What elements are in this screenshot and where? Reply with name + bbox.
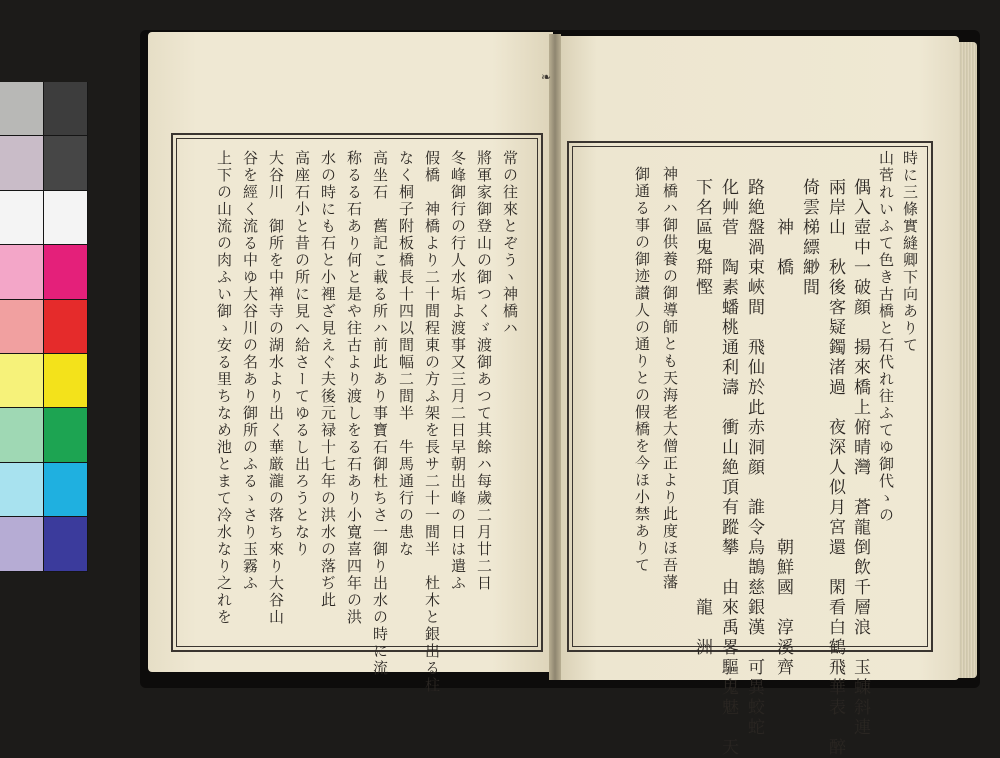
left-col-1: 常の往來とぞうヽ神橋ハ	[501, 150, 519, 337]
fold-mark-icon: ❧	[541, 70, 552, 84]
right-col-4: 兩岸山 秋後客疑鐲渚過 夜深人似月宮還 閑看白鶴飛華表 醉	[825, 178, 845, 758]
color-swatch	[44, 517, 87, 570]
color-swatch	[44, 408, 87, 461]
right-col-11: 御通る事の御迹讃人の通りとの假橋を今ほ小禁ありて	[633, 166, 651, 574]
color-swatch	[0, 82, 43, 135]
right-col-2: 山菅れいふて色き古橋と石代れ往ふてゆ御代ゝの	[877, 150, 895, 524]
left-col-6: 高坐石 舊記こ載る所ハ前此あり事寶石御杜ちさ一御り出水の時に流	[371, 150, 389, 677]
color-swatch	[0, 300, 43, 353]
left-col-7: 称るる石あり何と是や往古より渡しをる石あり小寛喜四年の洪	[345, 150, 363, 626]
color-swatch	[44, 82, 87, 135]
color-swatch	[0, 517, 43, 570]
right-col-3: 偶入壺中一破顔 揚來橋上俯晴灣 蒼龍倒飲千層浪 玉蝀斜連	[850, 178, 870, 738]
color-swatch	[0, 245, 43, 298]
left-col-5: なく桐子附板橋長十四以間幅二間半 牛馬通行の患な	[397, 150, 415, 558]
right-col-8: 化艸菅 陶素蟠桃通利濤 衝山絶頂有蹤攀 由來禹畧驅鬼魅 天	[718, 178, 738, 758]
left-col-2: 將軍家御登山の御つくゞ渡御あつて其餘ハ每歲二月廿二日	[475, 150, 493, 592]
right-col-7: 路絶盤渦束峽間 飛仙於此赤洞顔 誰令烏鵲慈銀漢 可異蛟蛇	[744, 178, 764, 738]
color-swatch	[44, 354, 87, 407]
left-col-12: 上下の山流の肉ふい御ゝ安る里ちなめ池とまて冷水なり之れを	[215, 150, 233, 626]
left-col-4: 假橋 神橋より二十間程東の方ふ架を長サ二十一間半 杜木と銀出る柱	[423, 150, 441, 694]
right-col-5: 倚雲梯縹緲間	[799, 178, 819, 298]
left-col-10: 大谷川 御所を中禅寺の湖水より出く華厳瀧の落ち來り大谷山	[267, 150, 285, 626]
color-swatch	[44, 300, 87, 353]
right-col-9: 下名區鬼搿慳 龍 洲	[692, 178, 712, 658]
left-col-11: 谷を經く流る中ゆ大谷川の名あり御所のふるゝさり玉霧ふ	[241, 150, 259, 592]
left-col-3: 冬峰御行の行人水垢よ渡事又三月二日早朝出峰の日は遣ふ	[449, 150, 467, 592]
right-col-6: 神 橋 朝鮮國 淳溪齊	[773, 218, 793, 678]
right-col-1: 時に三條實縫卿下向ありて	[901, 150, 919, 354]
color-swatch	[0, 463, 43, 516]
color-swatch	[0, 191, 43, 244]
color-swatch	[44, 191, 87, 244]
left-col-9: 高座石小と昔の所に見へ給さーてゆるし出ろうとなり	[293, 150, 311, 558]
right-col-10: 神橋ハ御供養の御導師とも天海老大僧正より此度ほ吾藩	[661, 166, 679, 591]
color-calibration-chart	[0, 82, 88, 572]
color-swatch	[44, 136, 87, 189]
color-swatch	[0, 354, 43, 407]
color-swatch	[44, 463, 87, 516]
left-col-8: 水の時にも石と小裡ざ見えぐ夫後元禄十七年の洪水の落ぢ此	[319, 150, 337, 609]
color-swatch	[0, 408, 43, 461]
color-swatch	[44, 245, 87, 298]
color-swatch	[0, 136, 43, 189]
book-gutter	[549, 34, 561, 680]
